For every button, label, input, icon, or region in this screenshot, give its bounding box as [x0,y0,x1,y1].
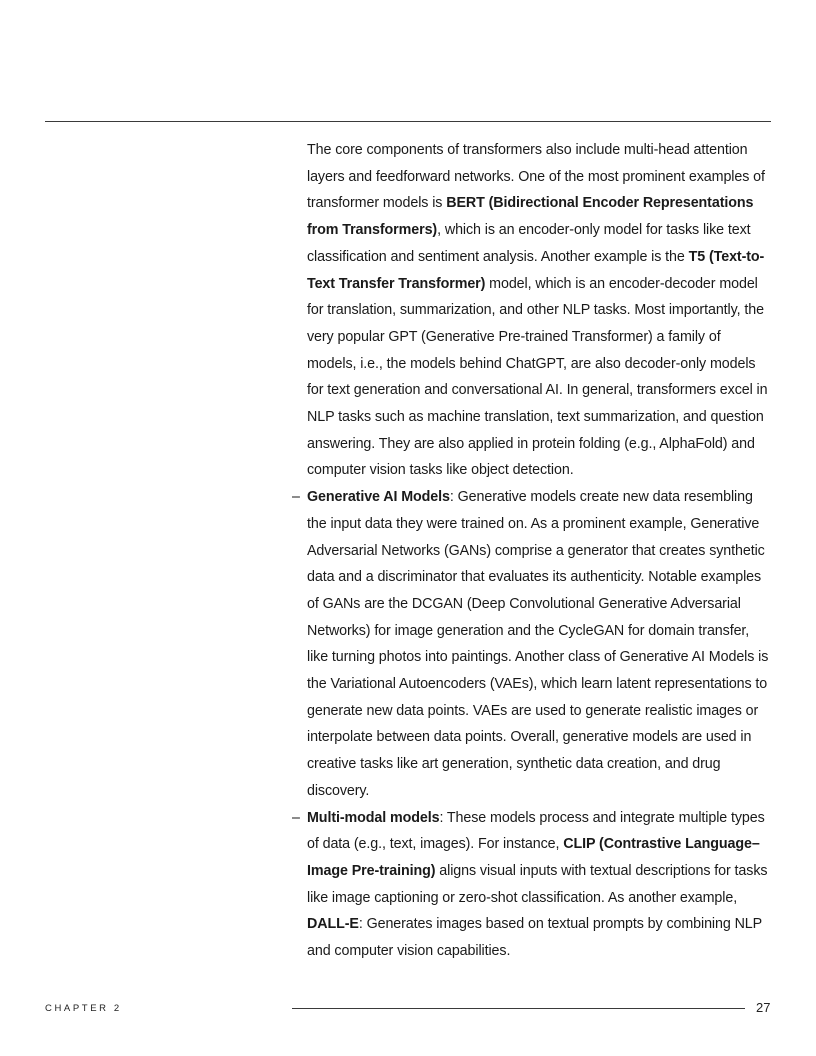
text-run: model, which is an encoder-decoder model for translation, summarization, and other NLP tasks. Most importantly, the very popular GPT (Generative Pre-trained Transformer) a family of models, i.e., the models behind ChatGPT, are also decoder-only models for text generation and conversational AI. In general, transformers excel in NLP tasks such as machine translation, text summarization, and question answering. They are also applied in protein folding (e.g., AlphaFold) and computer vision tasks like object detection. [307,275,768,479]
text-run: : These models process and integrate multiple types of data (e.g., text, images). For instance, [307,809,765,853]
chapter-label: CHAPTER 2 [45,1003,122,1014]
text-run: aligns visual inputs with textual descriptions for tasks like image captioning or zero-shot classification. As another example, [307,862,768,906]
text-run: : Generative models create new data resembling the input data they were trained on. As a prominent example, Generative Adversarial Networks (GANs) comprise a generator that creates synthetic data and a discriminator that evaluates its authenticity. Notable examples of GANs are the DCGAN (Deep Convolutional Generative Adversarial Networks) for image generation and the CycleGAN for domain transfer, like turning photos into paintings. Another class of Generative AI Models is the Variational Autoencoders (VAEs), which learn latent representations to generate new data points. VAEs are used to generate realistic images or interpolate between data points. Overall, generative models are used in creative tasks like art generation, synthetic data creation, and drug discovery. [307,489,769,799]
bold-term: Multi-modal models [307,809,440,826]
header-divider [45,121,771,122]
bullet-marker: – [292,489,300,506]
footer-divider [292,1008,745,1009]
text-run: The core components of transformers also include multi-head attention layers and feedforward networks. One of the most prominent examples of transformer models is [307,142,765,212]
main-text-column [292,137,771,965]
bullet-item [292,805,771,965]
text-run: , which is an encoder-only model for tasks like text classification and sentiment analysis. Another example is the [307,222,751,265]
bullet-marker: – [292,809,300,826]
bold-term: CLIP (Contrastive Language–Image Pre-training) [307,836,760,879]
bold-term: BERT (Bidirectional Encoder Representations from Transformers) [307,195,754,239]
bold-term: T5 (Text-to-Text Transfer Transformer) [307,248,765,292]
bullet-item [292,484,771,804]
intro-paragraph [307,137,771,484]
bold-term: DALL-E [307,916,359,933]
text-run: : Generates images based on textual prompts by combining NLP and computer vision capabilities. [307,916,762,960]
bullet-list [292,484,771,965]
bold-term: Generative AI Models [307,489,450,506]
page-number: 27 [756,1000,771,1015]
